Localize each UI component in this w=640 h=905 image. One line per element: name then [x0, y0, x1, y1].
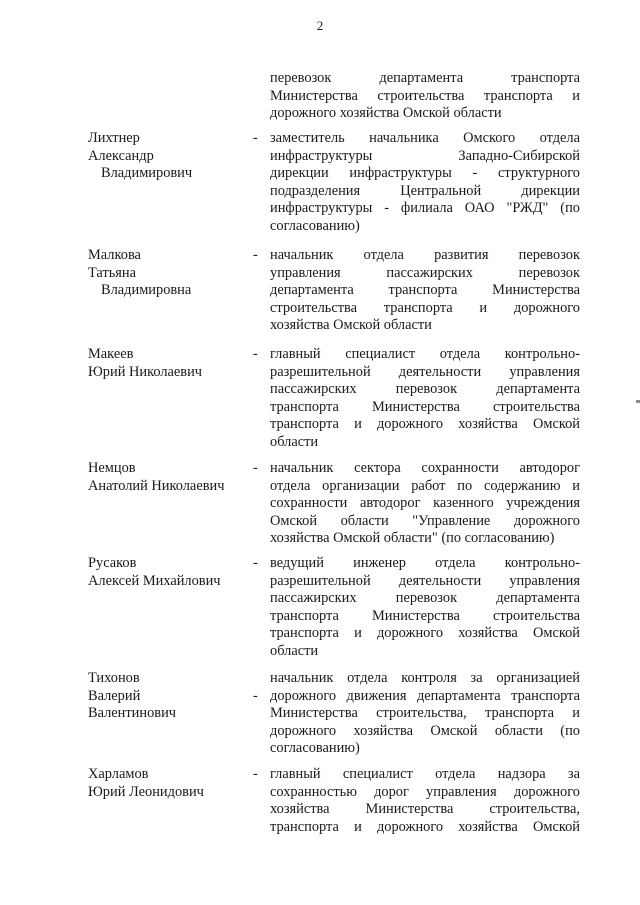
text-line: транспорта и дорожного хозяйства Омской: [270, 625, 580, 642]
text-line: сохранностью дорог управления дорожного: [270, 783, 580, 800]
text-line: отдела организации работ по содержанию и: [270, 477, 580, 494]
text-line: начальник отдела контроля за организацией: [270, 670, 580, 686]
name-line: Татьяна: [88, 264, 137, 281]
name-line: Харламов: [88, 766, 149, 782]
name-line: Русаков: [88, 555, 137, 571]
name-line: Валерий: [88, 687, 141, 704]
text-line: Омской области "Управление дорожного: [270, 512, 580, 529]
text-line: подразделения Центральной дирекции: [270, 182, 580, 199]
member-name: [88, 247, 253, 300]
text-line: хозяйства Министерства строительства,: [270, 801, 580, 818]
text-line: строительства транспорта и дорожного: [270, 299, 580, 316]
text-line: перевозок департамента транспорта: [270, 70, 580, 86]
name-line: Владимировна: [101, 282, 192, 299]
member-role: [270, 555, 580, 661]
text-line: дорожного хозяйства Омской области: [270, 105, 502, 122]
name-line: Тихонов: [88, 670, 140, 686]
text-line: транспорта и дорожного хозяйства Омской: [270, 416, 580, 433]
text-line: инфраструктуры - филиала ОАО "РЖД" (по: [270, 200, 580, 217]
text-line: хозяйства Омской области: [270, 317, 432, 334]
text-line: транспорта и дорожного хозяйства Омской: [270, 818, 580, 835]
name-line: Алексей Михайлович: [88, 572, 221, 589]
dash-separator: -: [253, 766, 258, 782]
text-line: инфраструктуры Западно-Сибирской: [270, 147, 580, 164]
name-line: Малкова: [88, 247, 141, 263]
text-line: согласованию): [270, 740, 360, 757]
member-name: [88, 670, 253, 723]
text-line: дирекции инфраструктуры - структурного: [270, 165, 580, 182]
name-line: Макеев: [88, 346, 134, 362]
dash-separator: -: [253, 460, 258, 476]
text-line: пассажирских перевозок департамента: [270, 381, 580, 398]
text-line: транспорта Министерства строительства: [270, 398, 580, 415]
dash-separator: -: [253, 688, 258, 704]
name-line: Александр: [88, 147, 154, 164]
text-line: разрешительной деятельности управления: [270, 363, 580, 380]
page-number: 2: [316, 18, 324, 33]
member-name: [88, 555, 253, 590]
member-role: [270, 766, 580, 836]
member-name: [88, 346, 253, 381]
member-role: [270, 346, 580, 452]
text-line: Министерства строительства транспорта и: [270, 87, 580, 104]
text-line: транспорта Министерства строительства: [270, 607, 580, 624]
member-name: [88, 766, 253, 801]
name-line: Валентинович: [88, 705, 177, 722]
text-line: дорожного движения департамента транспорта: [270, 687, 580, 704]
dash-separator: -: [253, 555, 258, 571]
text-line: согласованию): [270, 217, 360, 234]
dash-separator: -: [253, 247, 258, 263]
name-line: Немцов: [88, 460, 136, 476]
text-line: области: [270, 433, 319, 450]
text-line: Министерства строительства, транспорта и: [270, 705, 580, 722]
text-line: главный специалист отдела контрольно-: [270, 346, 580, 362]
text-line: дорожного хозяйства Омской области (по: [270, 722, 580, 739]
text-line: сохранности автодорог казенного учреждения: [270, 495, 580, 512]
member-role: [270, 130, 580, 236]
text-line: главный специалист отдела надзора за: [270, 766, 580, 782]
text-line: департамента транспорта Министерства: [270, 282, 580, 299]
text-line: ведущий инженер отдела контрольно-: [270, 555, 580, 571]
text-line: хозяйства Омской области" (по согласованию): [270, 530, 555, 547]
name-line: Анатолий Николаевич: [88, 477, 225, 494]
member-role: [270, 670, 580, 758]
text-line: области: [270, 642, 319, 659]
continuation-text: [270, 70, 580, 123]
member-name: [88, 130, 253, 183]
dash-separator: -: [253, 130, 258, 146]
text-line: начальник сектора сохранности автодорог: [270, 460, 580, 476]
name-line: Юрий Леонидович: [88, 783, 204, 800]
name-line: Юрий Николаевич: [88, 363, 203, 380]
text-line: заместитель начальника Омского отдела: [270, 130, 580, 146]
name-line: Владимирович: [101, 165, 193, 182]
text-line: пассажирских перевозок департамента: [270, 590, 580, 607]
member-role: [270, 247, 580, 335]
member-name: [88, 460, 253, 495]
dash-separator: -: [253, 346, 258, 362]
scan-artifact: [636, 400, 640, 403]
name-line: Лихтнер: [88, 130, 140, 146]
member-role: [270, 460, 580, 548]
text-line: разрешительной деятельности управления: [270, 572, 580, 589]
text-line: начальник отдела развития перевозок: [270, 247, 580, 263]
text-line: управления пассажирских перевозок: [270, 264, 580, 281]
